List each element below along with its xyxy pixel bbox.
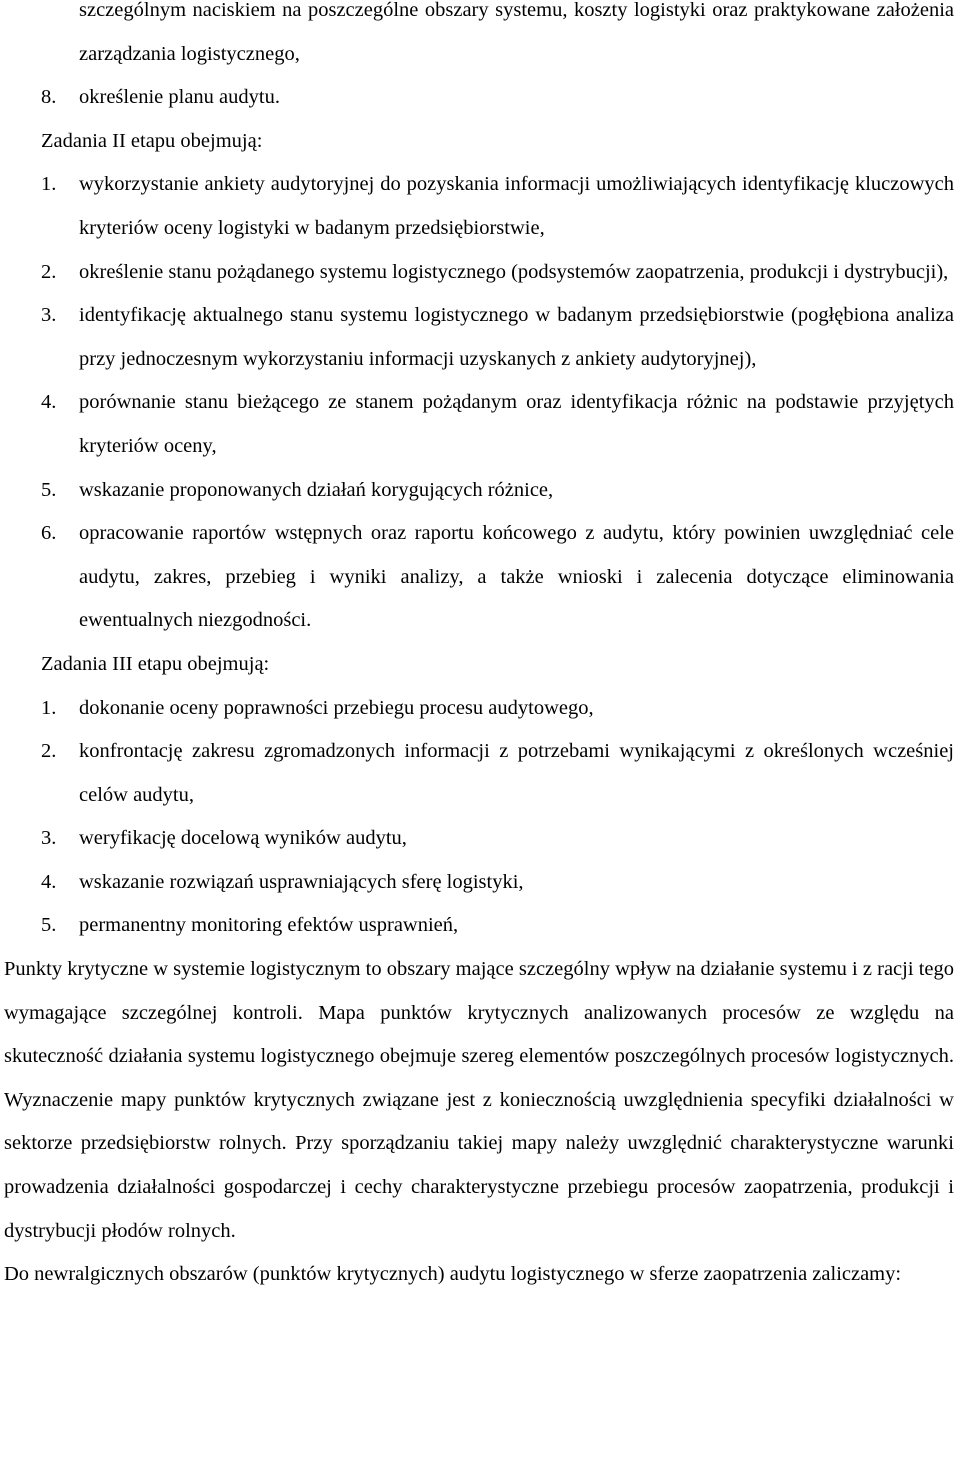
list-item-number: 1. — [41, 696, 57, 719]
list-item-number: 8. — [41, 86, 57, 109]
list-item-text: określenie planu audytu. — [79, 86, 280, 109]
stage2-heading: Zadania II etapu obejmują: — [41, 129, 263, 152]
list-item — [0, 861, 960, 905]
list-item-text: opracowanie raportów wstępnych oraz raportu końcowego z audytu, który powinien uwzględniać cele audytu, zakres, przebieg i wyniki analizy, a także wnioski i zalecenia dotyczące eliminowania ewentualnych niezgodności. — [79, 522, 954, 632]
list-item-text: konfrontację zakresu zgromadzonych informacji z potrzebami wynikającymi z określonych wcześniej celów audytu, — [79, 740, 954, 806]
list-item-text: wskazanie proponowanych działań korygujących różnice, — [79, 478, 554, 501]
stage3-heading: Zadania III etapu obejmują: — [41, 652, 270, 675]
list-item-number: 3. — [41, 827, 57, 850]
list-item — [0, 512, 960, 643]
critical-points-paragraph: Punkty krytyczne w systemie logistycznym to obszary mające szczególny wpływ na działanie systemu i z racji tego wymagające szczególnej kontroli. Mapa punktów krytycznych analizowanych procesów ze względu na skuteczność działania systemu logistycznego obejmuje szereg elementów poszczególnych procesów logistycznych. Wyznaczenie mapy punktów krytycznych związane jest z koniecznością uwzględnienia specyfiki działalności w sektorze przedsiębiorstw rolnych. Przy sporządzaniu takiej mapy należy uwzględnić charakterystyczne warunki prowadzenia działalności gospodarczej i cechy charakterystyczne przebiegu procesów zaopatrzenia, produkcji i dystrybucji płodów rolnych. — [4, 958, 954, 1242]
intro-list — [0, 76, 960, 120]
list-item-number: 4. — [41, 870, 57, 893]
list-item-number: 3. — [41, 304, 57, 327]
supply-areas-paragraph: Do newralgicznych obszarów (punktów krytycznych) audytu logistycznego w sferze zaopatrzenia zaliczamy: — [4, 1263, 902, 1286]
list-item — [0, 294, 960, 381]
continuation-text: szczególnym naciskiem na poszczególne obszary systemu, koszty logistyki oraz praktykowane założenia zarządzania logistycznego, — [79, 0, 954, 65]
list-item — [0, 687, 960, 731]
stage2-list — [0, 163, 960, 643]
list-item — [0, 163, 960, 250]
list-item — [0, 381, 960, 468]
list-item — [0, 76, 960, 120]
list-item-text: określenie stanu pożądanego systemu logistycznego (podsystemów zaopatrzenia, produkcji i dystrybucji), — [79, 260, 949, 283]
list-item-text: wskazanie rozwiązań usprawniających sferę logistyki, — [79, 870, 524, 893]
list-item — [0, 730, 960, 817]
list-item-number: 1. — [41, 173, 57, 196]
stage3-list — [0, 687, 960, 949]
list-item — [0, 251, 960, 295]
list-item-number: 5. — [41, 914, 57, 937]
list-item — [0, 904, 960, 948]
list-item — [0, 469, 960, 513]
list-item-text: identyfikację aktualnego stanu systemu logistycznego w badanym przedsiębiorstwie (pogłębiona analiza przy jednoczesnym wykorzystaniu informacji uzyskanych z ankiety audytoryjnej), — [79, 304, 954, 370]
list-item-text: porównanie stanu bieżącego ze stanem pożądanym oraz identyfikacja różnic na podstawie przyjętych kryteriów oceny, — [79, 391, 954, 457]
list-item-text: dokonanie oceny poprawności przebiegu procesu audytowego, — [79, 696, 594, 719]
list-item-text: weryfikację docelową wyników audytu, — [79, 827, 407, 850]
list-item-text: wykorzystanie ankiety audytoryjnej do pozyskania informacji umożliwiających identyfikację kluczowych kryteriów oceny logistyki w badanym przedsiębiorstwie, — [79, 173, 954, 239]
list-item-number: 6. — [41, 522, 57, 545]
list-item-number: 5. — [41, 478, 57, 501]
list-item-number: 4. — [41, 391, 57, 414]
list-item-number: 2. — [41, 740, 57, 763]
list-item-text: permanentny monitoring efektów usprawnień, — [79, 914, 459, 937]
list-item-number: 2. — [41, 260, 57, 283]
list-item — [0, 817, 960, 861]
